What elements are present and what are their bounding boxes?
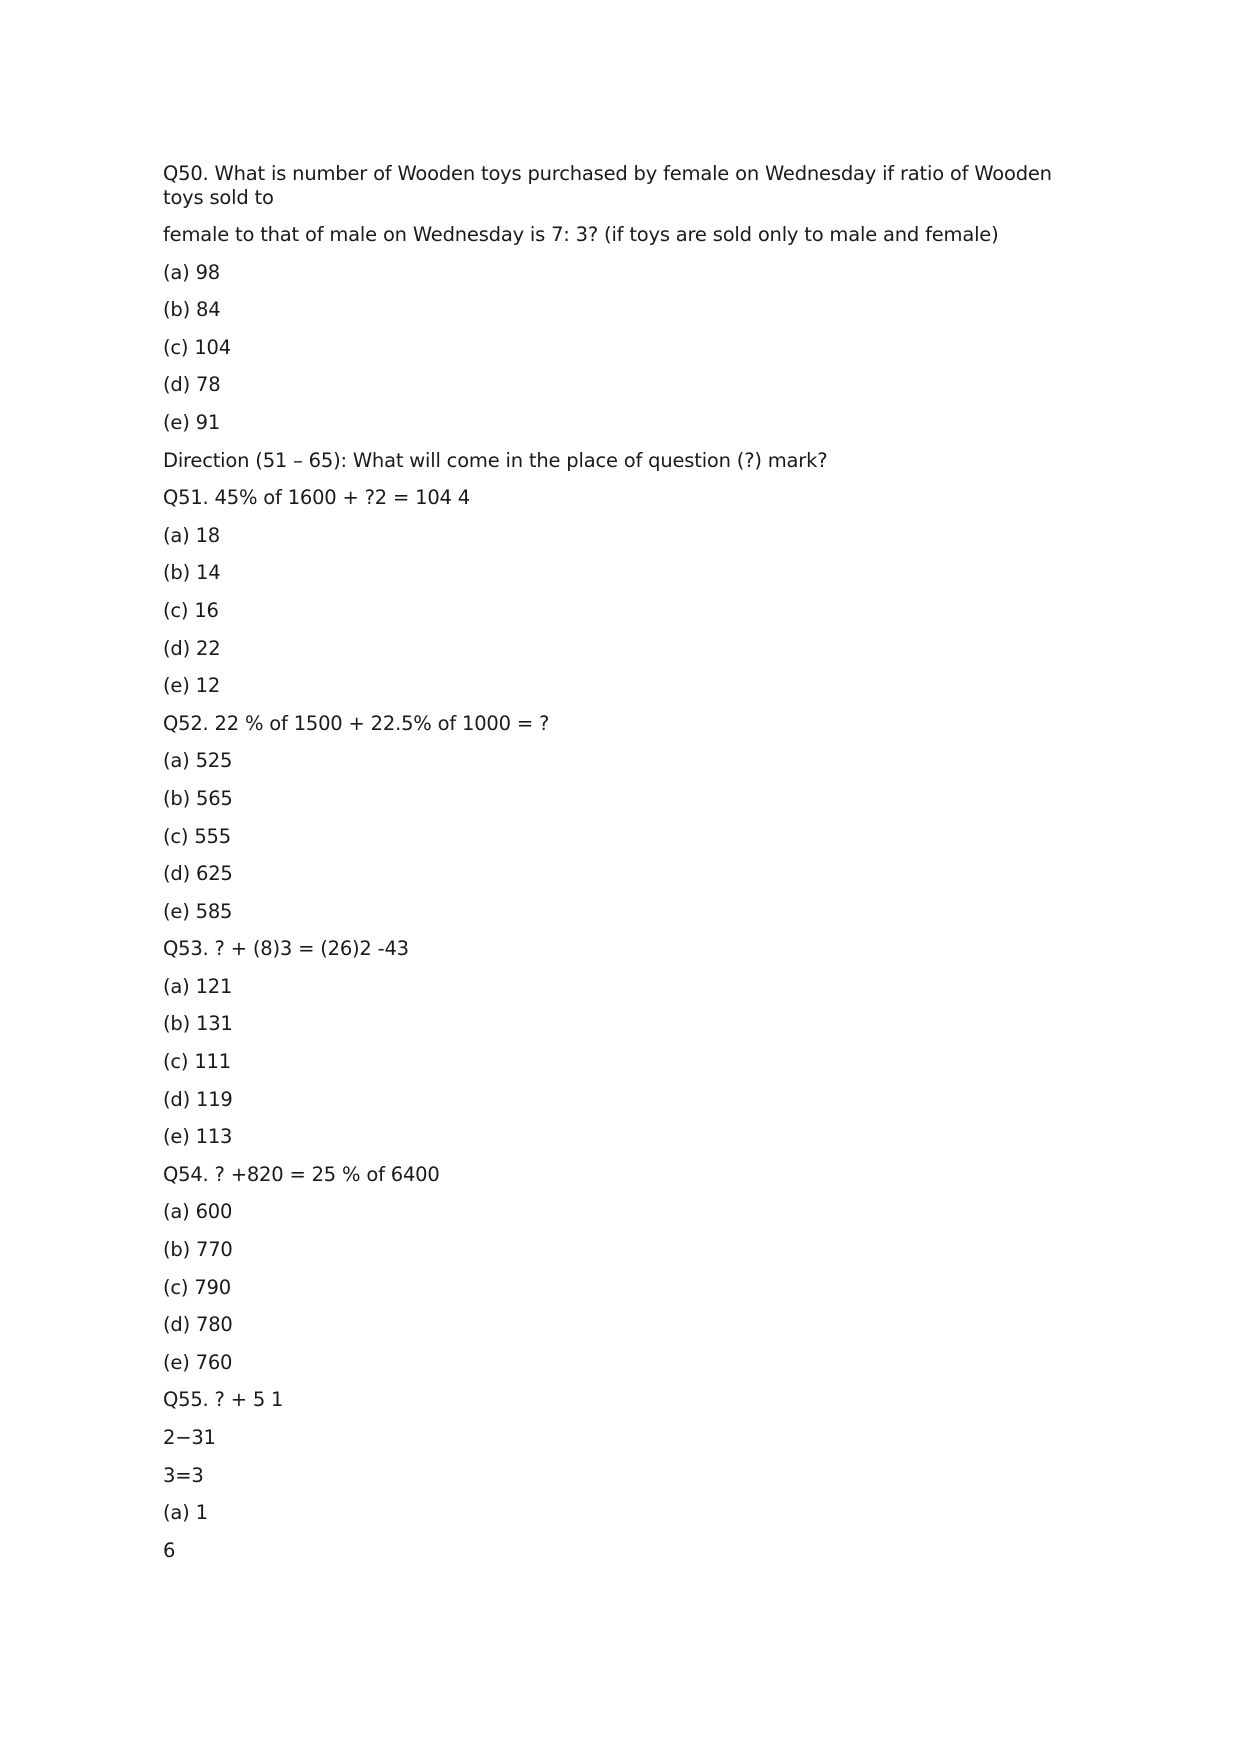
q53-option-c: (c) 111 — [163, 1050, 231, 1074]
direction-text: Direction (51 – 65): What will come in the place of question (?) mark? — [163, 448, 828, 472]
q51-option-b: (b) 14 — [163, 561, 221, 585]
q51-option-d: (d) 22 — [163, 636, 221, 660]
q50-option-d: (d) 78 — [163, 373, 221, 397]
q52-option-b: (b) 565 — [163, 786, 233, 810]
page-content — [163, 162, 1083, 1575]
q52-option-a: (a) 525 — [163, 749, 233, 773]
q50-option-a: (a) 98 — [163, 260, 220, 284]
q54-option-d: (d) 780 — [163, 1313, 233, 1337]
q53-option-b: (b) 131 — [163, 1012, 233, 1036]
q54-option-b: (b) 770 — [163, 1238, 233, 1262]
q51-option-a: (a) 18 — [163, 523, 220, 547]
question-50-text: Q50. What is number of Wooden toys purchased by female on Wednesday if ratio of Wooden toys sold to — [163, 162, 1052, 209]
q52-option-e: (e) 585 — [163, 899, 233, 923]
q50-option-b: (b) 84 — [163, 298, 221, 322]
q53-option-e: (e) 113 — [163, 1125, 233, 1149]
q51-option-c: (c) 16 — [163, 598, 219, 622]
question-54-text: Q54. ? +820 = 25 % of 6400 — [163, 1162, 440, 1186]
q52-option-d: (d) 625 — [163, 862, 233, 886]
question-55-text: Q55. ? + 5 1 — [163, 1388, 284, 1412]
q53-option-a: (a) 121 — [163, 974, 233, 998]
q52-option-c: (c) 555 — [163, 824, 231, 848]
q54-option-a: (a) 600 — [163, 1200, 233, 1224]
page-number: 6 — [163, 1538, 176, 1562]
question-51-text: Q51. 45% of 1600 + ?2 = 104 4 — [163, 486, 470, 510]
question-52-text: Q52. 22 % of 1500 + 22.5% of 1000 = ? — [163, 711, 550, 735]
question-53-text: Q53. ? + (8)3 = (26)2 -43 — [163, 937, 409, 961]
question-55-fragment-2: 3=3 — [163, 1463, 204, 1487]
q50-option-c: (c) 104 — [163, 335, 231, 359]
q53-option-d: (d) 119 — [163, 1087, 233, 1111]
q51-option-e: (e) 12 — [163, 674, 221, 698]
q55-option-a: (a) 1 — [163, 1501, 208, 1525]
q54-option-c: (c) 790 — [163, 1275, 231, 1299]
q54-option-e: (e) 760 — [163, 1350, 233, 1374]
question-55-fragment-1: 2−31 — [163, 1426, 216, 1449]
q50-option-e: (e) 91 — [163, 410, 221, 434]
question-50-text-continued: female to that of male on Wednesday is 7: 3? (if toys are sold only to male and female) — [163, 223, 999, 246]
